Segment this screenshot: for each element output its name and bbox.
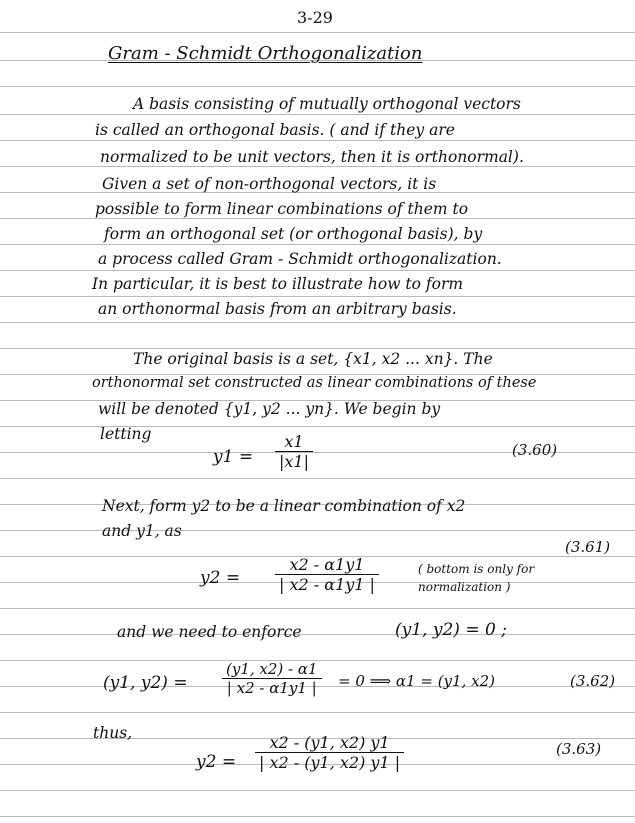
ruled-line — [0, 608, 635, 609]
ruled-line — [0, 322, 635, 323]
fraction-numerator: (y1, x2) - α1 — [226, 660, 318, 678]
equation-tag: (3.60) — [512, 441, 558, 459]
fraction-denominator: | x2 - α1y1 | — [275, 574, 379, 594]
page-number: 3-29 — [297, 8, 333, 27]
equation-tag: (3.61) — [565, 538, 611, 556]
ruled-line — [0, 790, 635, 791]
ruled-line — [0, 218, 635, 219]
text-line: The original basis is a set, {x1, x2 ... xn}. The — [133, 350, 493, 368]
text-line: an orthonormal basis from an arbitrary basis. — [98, 300, 457, 318]
equation-fraction — [222, 660, 322, 697]
ruled-line — [0, 86, 635, 87]
equation-rhs: = 0 ⟹ α1 = (y1, x2) — [338, 672, 495, 690]
text-line: and we need to enforce — [117, 623, 302, 641]
ruled-line — [0, 114, 635, 115]
text-line: Given a set of non-orthogonal vectors, it is — [102, 175, 437, 193]
fraction-denominator: |x1| — [275, 451, 313, 471]
ruled-line — [0, 426, 635, 427]
fraction-numerator: x2 - α1y1 — [289, 555, 365, 574]
equation-lhs: (y1, y2) = — [103, 673, 188, 693]
fraction-numerator: x1 — [284, 432, 304, 451]
equation-lhs: y1 = — [213, 447, 254, 467]
equation-fraction — [255, 733, 404, 772]
ruled-line — [0, 530, 635, 531]
ruled-line — [0, 32, 635, 33]
equation-tag: (3.63) — [556, 740, 602, 758]
equation-fraction — [275, 555, 379, 594]
text-line: possible to form linear combinations of them to — [95, 200, 469, 218]
text-line: orthonormal set constructed as linear combinations of these — [92, 375, 537, 391]
text-line: form an orthogonal set (or orthogonal basis), by — [104, 225, 483, 243]
equation-fraction — [275, 432, 313, 471]
page-title: Gram - Schmidt Orthogonalization — [108, 43, 423, 64]
ruled-line — [0, 270, 635, 271]
text-line: normalized to be unit vectors, then it is orthonormal). — [100, 148, 524, 166]
text-line: In particular, it is best to illustrate how to form — [92, 275, 464, 293]
ruled-line — [0, 244, 635, 245]
text-line: thus, — [93, 724, 133, 742]
ruled-line — [0, 296, 635, 297]
text-line: is called an orthogonal basis. ( and if they are — [95, 121, 455, 139]
orthogonality-condition: (y1, y2) = 0 ; — [395, 620, 507, 640]
equation-tag: (3.62) — [570, 672, 616, 690]
text-line: and y1, as — [102, 522, 182, 540]
ruled-line — [0, 816, 635, 817]
fraction-denominator: | x2 - α1y1 | — [222, 678, 322, 697]
normalization-note: ( bottom is only for normalization ) — [418, 562, 535, 594]
text-line: will be denoted {y1, y2 ... yn}. We begin by — [98, 400, 441, 418]
text-line: a process called Gram - Schmidt orthogonalization. — [98, 250, 502, 268]
ruled-line — [0, 348, 635, 349]
text-line: Next, form y2 to be a linear combination of x2 — [102, 497, 466, 515]
text-line: A basis consisting of mutually orthogonal vectors — [133, 95, 521, 113]
equation-lhs: y2 = — [200, 568, 241, 588]
ruled-line — [0, 166, 635, 167]
ruled-line — [0, 140, 635, 141]
ruled-line — [0, 712, 635, 713]
fraction-denominator: | x2 - (y1, x2) y1 | — [255, 752, 404, 772]
ruled-line — [0, 478, 635, 479]
text-line: letting — [100, 425, 152, 443]
fraction-numerator: x2 - (y1, x2) y1 — [269, 733, 390, 752]
ruled-line — [0, 634, 635, 635]
equation-lhs: y2 = — [196, 752, 237, 772]
